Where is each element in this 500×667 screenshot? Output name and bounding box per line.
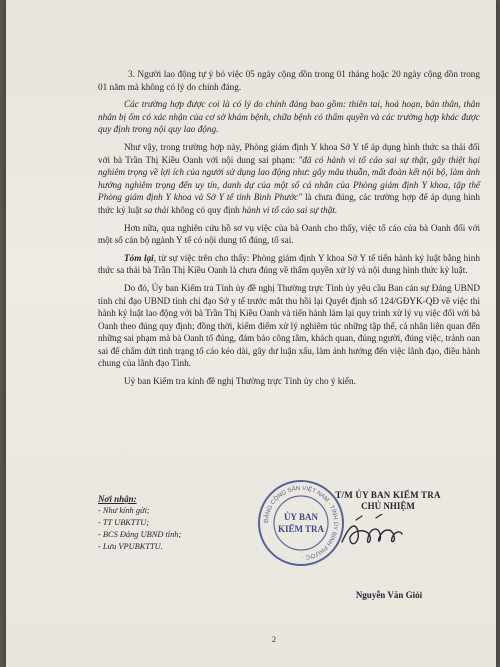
recipient-line: - Như kính gửi; [98, 506, 150, 515]
handwritten-signature [336, 514, 406, 554]
document-body [98, 68, 480, 393]
paragraph-request: Do đó, Ủy ban Kiểm tra Tỉnh ủy đề nghị Thường trực Tỉnh ủy yêu cầu Ban cán sự Đảng UBND tỉnh chỉ đạo UBND tỉnh chỉ đạo Sở y tế trước mắt thu hồi lại Quyết định số 124/GĐYK-QĐ về việc thi hành kỷ luật lao động với bà Trần Thị Kiều Oanh và tiến hành làm lại quy trình xử lý vụ việc đối với bà Oanh theo đúng quy định; đồng thời, kiểm điểm xử lý nghiêm túc những tập thể, cá nhân liên quan đến những sai phạm mà bà Oanh tố đúng, đảm bảo công tâm, khách quan, đúng người, đúng việc, tránh oan sai để chấm dứt tình trạng tố cáo kéo dài, gây dư luận xấu, làm ảnh hưởng đến việc lãnh đạo, điều hành chung của lãnh đạo Tỉnh. [98, 282, 480, 369]
signer-name: Nguyễn Văn Giỏi [355, 590, 423, 600]
recipient-line: - Lưu VPUBKTTU. [98, 542, 163, 551]
official-stamp [256, 478, 346, 568]
recipient-line: - BCS Đảng UBND tỉnh; [98, 530, 182, 539]
recipients-heading: Nơi nhận: [98, 494, 137, 504]
recipients-block [98, 493, 278, 553]
stamp-center-line1: ỦY BAN [284, 512, 318, 522]
recipient-line: - TT UBKTTU; [98, 518, 150, 527]
paragraph-summary: Tóm lại, từ sự việc trên cho thấy: Phòng giám định Y khoa Sở Y tế tiến hành kỷ luật bằng hình thức sa thải bà Trần Thị Kiều Oanh là chưa đúng về thẩm quyền xử lý và nội dung hình thức kỷ luật. [98, 252, 480, 276]
paragraph-closing: Uỷ ban Kiểm tra kính đề nghị Thường trực Tỉnh ủy cho ý kiến. [124, 376, 356, 387]
document-page [6, 0, 496, 667]
paragraph-further-research: Hơn nữa, qua nghiên cứu hồ sơ vụ việc của bà Oanh cho thấy, việc tố cáo của bà Oanh đối với một số cán bộ ngành Y tế có nội dung tố đúng, tố sai. [98, 222, 480, 246]
signing-organization: T/M ỦY BAN KIỂM TRA [335, 490, 441, 500]
signing-role: CHỦ NHIỆM [361, 501, 415, 511]
paragraph-conclusion-discipline: Như vậy, trong trường hợp này, Phòng giám định Y khoa Sở Y tế áp dụng hình thức sa thải đối với bà Trần Thị Kiều Oanh với nội dung sai phạm: "đã có hành vi tố cáo sai sự thật, gây thiệt hại nghiêm trọng về lợi ích của người sử dụng lao động như: gây mâu thuẫn, mất đoàn kết nội bộ, làm ảnh hưởng nghiêm trọng đến uy tín, danh dự của một số cá nhân của Phòng giám định Y khoa, tập thể Phòng giám định Y khoa và Sở Y tế tỉnh Bình Phước" là chưa đúng, các trường hợp để áp dụng hình thức kỷ luật sa thải không có quy định hành vi tố cáo sai sự thật. [98, 141, 480, 215]
paragraph-item-3: 3. Người lao động tự ý bỏ việc 05 ngày cộng dồn trong 01 tháng hoặc 20 ngày cộng dồn trong 01 năm mà không có lý do chính đáng. [98, 69, 480, 92]
stamp-center-line2: KIỂM TRA [277, 524, 325, 534]
paragraph-justified-reasons: Các trường hợp được coi là có lý do chính đáng bao gồm: thiên tai, hoả hoạn, bản thân, thân nhân bị ốm có xác nhận của cơ sở khám bệnh, chữa bệnh có thẩm quyền và các trường hợp khác được quy định trong nội quy lao động. [98, 99, 480, 135]
stamp-ring-text: ĐẢNG CỘNG SẢN VIỆT NAM · TỈNH ỦY BÌNH PHƯỚC · [263, 485, 339, 561]
page-number: 2 [271, 634, 277, 644]
